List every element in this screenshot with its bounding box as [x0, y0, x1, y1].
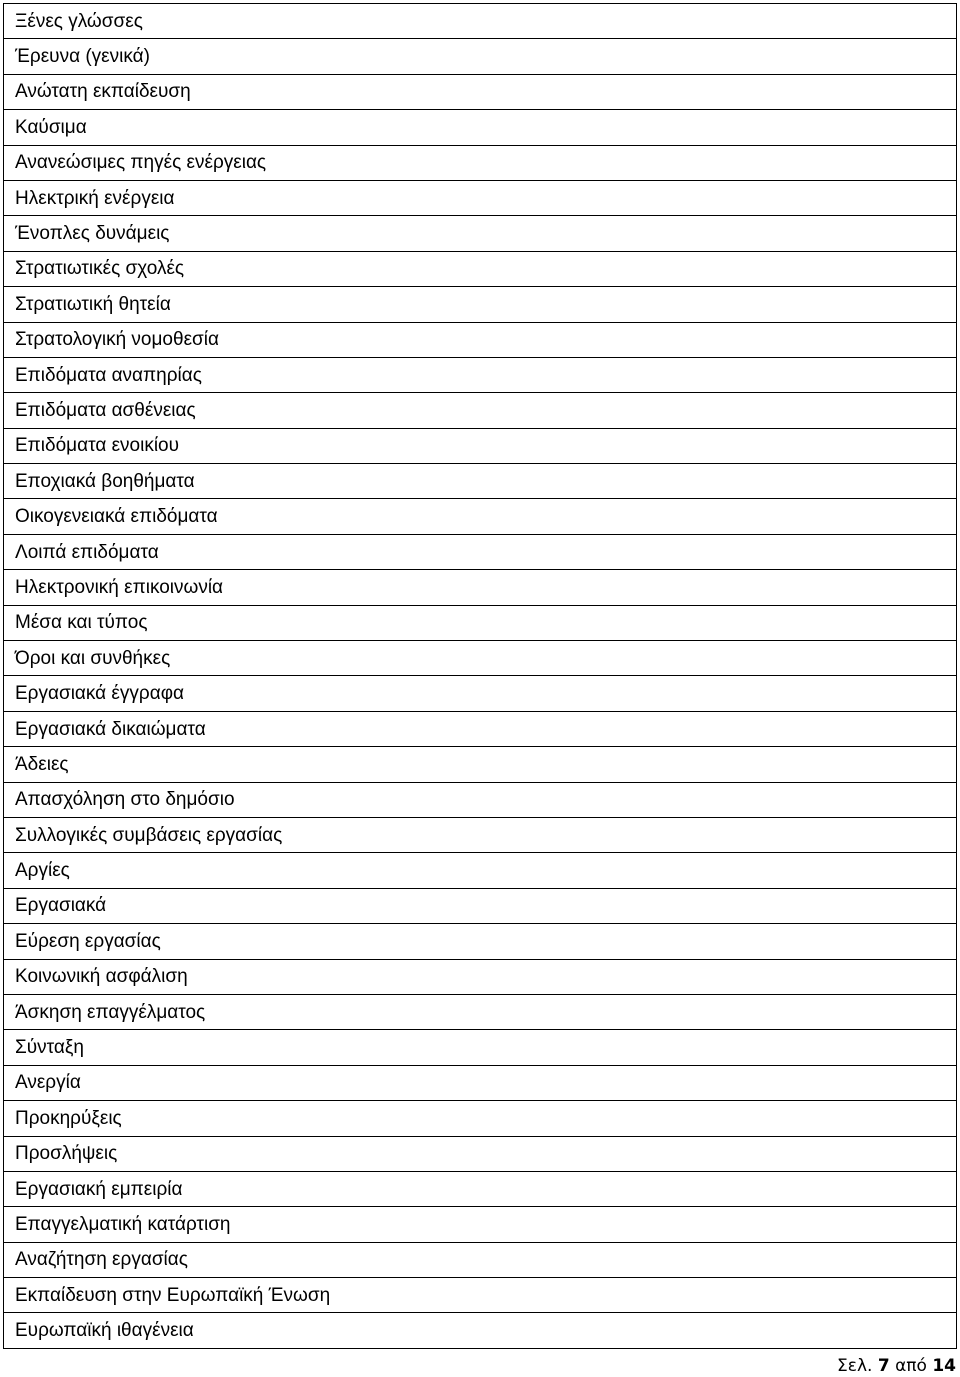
page-prefix: Σελ.	[837, 1356, 873, 1376]
topic-label: Ανανεώσιμες πηγές ενέργειας	[15, 152, 267, 174]
topics-table	[3, 3, 957, 1349]
table-row	[4, 499, 956, 534]
current-page: 7	[877, 1356, 890, 1376]
topic-label: Σύνταξη	[15, 1037, 84, 1059]
total-pages: 14	[932, 1356, 956, 1376]
table-row	[4, 287, 956, 322]
topic-label: Επιδόματα ασθένειας	[15, 399, 196, 421]
table-row	[4, 853, 956, 888]
topic-label: Οικογενειακά επιδόματα	[15, 506, 218, 528]
table-row	[4, 783, 956, 818]
table-row	[4, 216, 956, 251]
topic-label: Εργασιακά έγγραφα	[15, 683, 184, 705]
table-row	[4, 818, 956, 853]
topic-label: Επιδόματα ενοικίου	[15, 435, 180, 457]
topic-label: Άσκηση επαγγέλματος	[15, 1001, 206, 1023]
topic-label: Συλλογικές συμβάσεις εργασίας	[15, 824, 283, 846]
table-row	[4, 323, 956, 358]
topic-label: Ηλεκτρονική επικοινωνία	[15, 576, 224, 598]
topic-label: Κοινωνική ασφάλιση	[15, 966, 188, 988]
page-number	[837, 1356, 956, 1376]
topic-label: Απασχόληση στο δημόσιο	[15, 789, 235, 811]
table-row	[4, 39, 956, 74]
topic-label: Προκηρύξεις	[15, 1107, 122, 1129]
table-row	[4, 1172, 956, 1207]
table-row	[4, 181, 956, 216]
table-row	[4, 1066, 956, 1101]
table-row	[4, 606, 956, 641]
topic-label: Άδειες	[15, 753, 69, 775]
table-row	[4, 1101, 956, 1136]
table-row	[4, 570, 956, 605]
topic-label: Εκπαίδευση στην Ευρωπαϊκή Ένωση	[15, 1284, 331, 1306]
topic-label: Ηλεκτρική ενέργεια	[15, 187, 175, 209]
table-row	[4, 641, 956, 676]
topic-label: Ευρωπαϊκή ιθαγένεια	[15, 1320, 194, 1342]
table-row	[4, 464, 956, 499]
topic-label: Ξένες γλώσσες	[15, 10, 143, 32]
table-row	[4, 75, 956, 110]
topic-label: Ανώτατη εκπαίδευση	[15, 81, 191, 103]
table-row	[4, 393, 956, 428]
table-row	[4, 924, 956, 959]
table-row	[4, 1137, 956, 1172]
table-row	[4, 429, 956, 464]
table-row	[4, 1207, 956, 1242]
table-row	[4, 747, 956, 782]
table-row	[4, 889, 956, 924]
page-of: από	[895, 1356, 927, 1376]
table-row	[4, 358, 956, 393]
topic-label: Επιδόματα αναπηρίας	[15, 364, 202, 386]
topic-label: Στρατιωτική θητεία	[15, 293, 171, 315]
topic-label: Αναζήτηση εργασίας	[15, 1249, 188, 1271]
table-row	[4, 1243, 956, 1278]
table-row	[4, 676, 956, 711]
table-row	[4, 252, 956, 287]
topic-label: Ένοπλες δυνάμεις	[15, 223, 170, 245]
table-row	[4, 535, 956, 570]
table-row	[4, 4, 956, 39]
table-row	[4, 146, 956, 181]
table-row	[4, 960, 956, 995]
table-row	[4, 1313, 956, 1348]
table-row	[4, 712, 956, 747]
topic-label: Εποχιακά βοηθήματα	[15, 470, 195, 492]
topic-label: Ανεργία	[15, 1072, 81, 1094]
topic-label: Στρατιωτικές σχολές	[15, 258, 185, 280]
table-row	[4, 1278, 956, 1313]
topic-label: Λοιπά επιδόματα	[15, 541, 159, 563]
topic-label: Επαγγελματική κατάρτιση	[15, 1213, 231, 1235]
topic-label: Προσλήψεις	[15, 1143, 118, 1165]
table-row	[4, 1030, 956, 1065]
topic-label: Εργασιακή εμπειρία	[15, 1178, 183, 1200]
topic-label: Εύρεση εργασίας	[15, 930, 161, 952]
topic-label: Εργασιακά δικαιώματα	[15, 718, 206, 740]
topic-label: Όροι και συνθήκες	[15, 647, 171, 669]
topic-label: Καύσιμα	[15, 116, 87, 138]
topic-label: Αργίες	[15, 860, 70, 882]
topic-label: Στρατολογική νομοθεσία	[15, 329, 219, 351]
topic-label: Μέσα και τύπος	[15, 612, 148, 634]
topic-label: Έρευνα (γενικά)	[15, 46, 150, 68]
table-row	[4, 995, 956, 1030]
topic-label: Εργασιακά	[15, 895, 107, 917]
table-row	[4, 110, 956, 145]
